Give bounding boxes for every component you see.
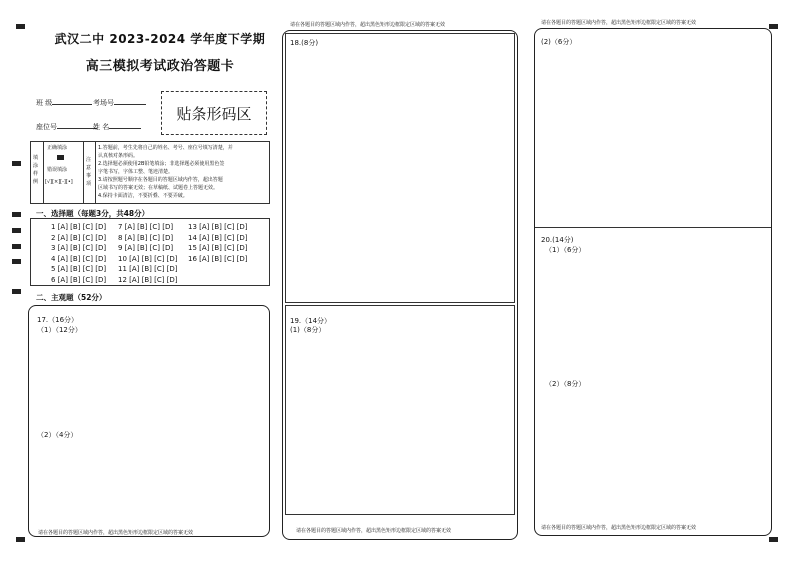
section1-title: 一、选择题（每题3分，共48分） (36, 209, 150, 218)
answer-area-warning: 请在各题目的答题区域内作答，超出黑色矩形边框限定区域的答案无效 (541, 525, 697, 531)
timing-mark (12, 244, 21, 249)
q19-part1-label: (1)（8分） (290, 326, 326, 334)
answer-area-warning: 请在各题目的答题区域内作答，超出黑色矩形边框限定区域的答案无效 (290, 22, 446, 28)
q18-answer-area[interactable] (285, 33, 515, 303)
timing-mark (12, 259, 21, 264)
barcode-area: 贴条形码区 (161, 91, 267, 135)
sheet-subtitle: 高三模拟考试政治答题卡 (85, 59, 235, 74)
q17-part1-label: （1）（12分） (37, 326, 82, 334)
q17-header: 17.（16分） (37, 316, 79, 324)
q19-answer-area[interactable] (285, 305, 515, 515)
q17-part2-label: （2）（4分） (37, 431, 78, 439)
q20-header: 20.(14分) (541, 236, 574, 244)
q20-part1-label: （1）（6分） (545, 246, 586, 254)
choice-row[interactable]: 4 [A] [B] [C] [D] 10 [A] [B] [C] [D] 16 [A] [B] [C] [D] (51, 254, 248, 263)
example-notes-table (30, 141, 270, 204)
wrong-fill-sample: [√][×][-][•] (45, 179, 73, 185)
notes-list: 1.答题前，考生先将自己的姓名、考号、座位号填写清楚，并 认真核对条形码。 2.选择题必须使用2B铅笔填涂；非选择题必须使用黑色签 字笔书写，字体工整、笔迹清楚。 3.请按照题号顺序在各题目的答题区域内作答，超出答题 区域书写的答案无效；在草稿纸、试题卷上答题无效。 4.保持卡面清洁，不要折叠、不要弄破。 (98, 145, 233, 199)
answer-area-warning: 请在各题目的答题区域内作答，超出黑色矩形边框限定区域的答案无效 (541, 20, 697, 26)
answer-area-warning: 请在各题目的答题区域内作答，超出黑色矩形边框限定区域的答案无效 (296, 528, 452, 534)
timing-mark (12, 289, 21, 294)
correct-fill-label: 正确填涂 (47, 145, 68, 151)
column2-answer-box (282, 30, 518, 540)
q18-header: 18.(8分) (290, 39, 319, 47)
choice-row[interactable]: 3 [A] [B] [C] [D] 9 [A] [B] [C] [D] 15 [A] [B] [C] [D] (51, 244, 248, 252)
choice-row[interactable]: 6 [A] [B] [C] [D] 12 [A] [B] [C] [D] (51, 275, 178, 284)
q20-part2-label: （2）（8分） (545, 380, 586, 388)
q20-answer-area[interactable] (537, 229, 769, 529)
example-side-label: 填涂样例 (33, 155, 39, 185)
q19-part2-label: (2)（6分） (541, 38, 577, 46)
class-field[interactable]: 班 级 (36, 98, 92, 108)
section2-title: 二、主观题（52分） (36, 293, 107, 302)
column3-answer-box (534, 28, 772, 536)
answer-area-warning: 请在各题目的答题区域内作答，超出黑色矩形边框限定区域的答案无效 (38, 530, 194, 536)
sheet-title: 武汉二中 2023-2024 学年度下学期 (54, 32, 266, 46)
choice-row[interactable]: 5 [A] [B] [C] [D] 11 [A] [B] [C] [D] (51, 265, 178, 273)
q19-header: 19.（14分） (290, 317, 332, 325)
seat-field[interactable]: 座位号 (36, 122, 97, 132)
divider (535, 227, 771, 228)
timing-mark (12, 161, 21, 166)
notes-label: 注意事项 (86, 157, 92, 187)
timing-mark (12, 212, 21, 217)
choice-grid (30, 218, 270, 286)
name-field[interactable]: 姓 名 (93, 122, 141, 132)
q19-part2-area[interactable] (537, 31, 769, 226)
choice-row[interactable]: 2 [A] [B] [C] [D] 8 [A] [B] [C] [D] 14 [A] [B] [C] [D] (51, 233, 248, 242)
timing-mark (16, 24, 25, 29)
correct-fill-sample (57, 155, 64, 160)
timing-mark (16, 537, 25, 542)
choice-row[interactable]: 1 [A] [B] [C] [D] 7 [A] [B] [C] [D] 13 [A] [B] [C] [D] (51, 223, 248, 231)
q17-answer-box[interactable] (28, 305, 270, 537)
timing-mark (12, 228, 21, 233)
exam-room-field[interactable]: 考场号 (93, 98, 146, 108)
wrong-fill-label: 错误填涂 (47, 167, 68, 173)
timing-mark (769, 537, 778, 542)
